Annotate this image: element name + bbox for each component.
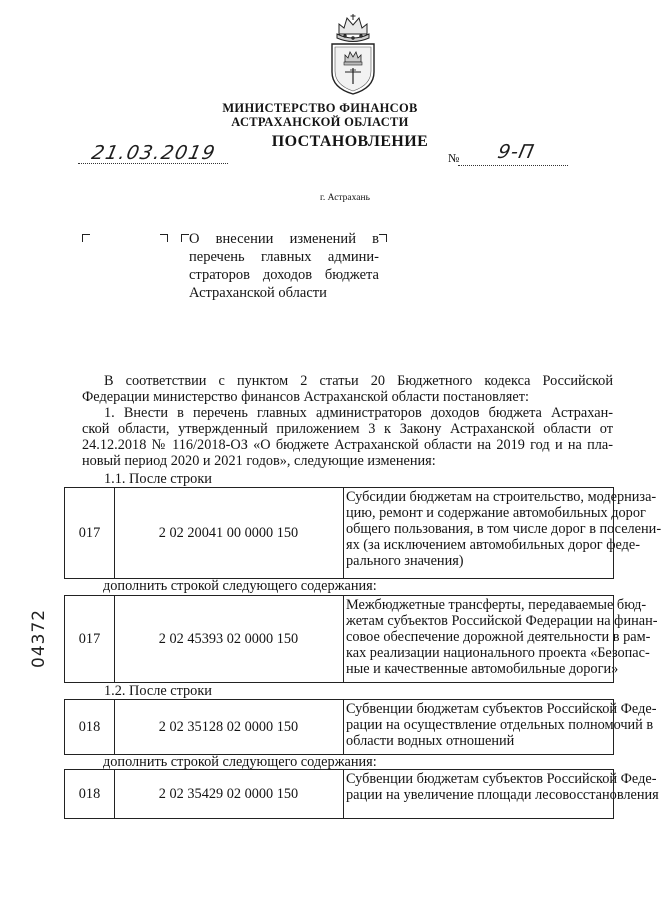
income-table-row [64,769,659,819]
admin-code-cell: 018 [65,770,115,818]
add-row-instruction: дополнить строкой следующего содержания: [103,578,377,594]
description-line: ные и качественные автомобильные дороги» [346,661,619,677]
crown-icon [337,14,369,42]
description-line: Субвенции бюджетам субъектов Российской Феде- [346,771,657,787]
body-line: 1. Внести в перечень главных администраторов доходов бюджета Астрахан- [104,405,613,421]
body-line: В соответствии с пунктом 2 статьи 20 Бюджетного кодекса Российской [104,373,613,389]
subject-line: Астраханской области [189,285,327,301]
income-code-cell: 2 02 45393 02 0000 150 [114,596,344,682]
description-line: ях (за исключением автомобильных дорог феде- [346,537,641,553]
description-line: Субвенции бюджетам субъектов Российской Феде- [346,701,657,717]
income-description-cell [344,488,661,569]
shield-icon [332,44,374,94]
decree-date: 21.03.2019 [89,142,219,164]
ministry-name-line2: АСТРАХАНСКОЙ ОБЛАСТИ [231,115,409,129]
subject-line: страторов доходов бюджета [189,267,379,283]
ministry-name-line1: МИНИСТЕРСТВО ФИНАНСОВ [222,101,418,115]
description-line: рации на осуществление отдельных полномочий в [346,717,654,733]
description-line: жетам субъектов Российской Федерации на финан- [346,613,658,629]
admin-code-cell: 018 [65,700,115,754]
income-description-cell [344,700,657,749]
decree-subject [189,230,379,302]
description-line: общего пользования, в том числе дорог в поселени- [346,521,661,537]
income-code-cell: 2 02 35128 02 0000 150 [114,700,344,754]
description-line: ках реализации национального проекта «Безопас- [346,645,650,661]
description-line: Субсидии бюджетам на строительство, модерниза- [346,489,657,505]
corner-bracket-icon [181,234,189,242]
income-code-cell: 2 02 20041 00 0000 150 [114,488,344,578]
corner-bracket-icon [82,234,90,242]
document-type-title: ПОСТАНОВЛЕНИЕ [271,133,429,150]
archive-stamp-number: 04372 [29,608,49,668]
description-line: совое обеспечение дорожной деятельности в рам- [346,629,651,645]
income-table-row [64,487,661,579]
corner-bracket-icon [379,234,387,242]
date-underline [78,163,228,164]
add-row-instruction: дополнить строкой следующего содержания: [103,754,377,770]
city-label: г. Астрахань [320,193,370,203]
corner-bracket-icon [160,234,168,242]
body-line: 24.12.2018 № 116/2018-ОЗ «О бюджете Астраханской области на 2019 год и на пла- [82,437,613,453]
description-line: цию, ремонт и содержание автомобильных дорог [346,505,646,521]
body-line: ской области, утвержденный приложением 3 к Закону Астраханской области от [82,421,613,437]
income-description-cell [344,596,658,677]
description-line: рации на увеличение площади лесовосстановления [346,787,659,803]
body-line: Федерации министерство финансов Астраханской области постановляет: [82,389,529,405]
income-table-row [64,699,657,755]
body-line: новый период 2020 и 2021 годов», следующие изменения: [82,453,436,469]
subject-line: перечень главных админи- [189,249,379,265]
income-description-cell [344,770,659,803]
description-line: Межбюджетные трансферты, передаваемые бюд- [346,597,647,613]
section-heading-1-2: 1.2. После строки [104,683,212,699]
admin-code-cell: 017 [65,488,115,578]
coat-of-arms-emblem [325,12,381,96]
number-sign: № [448,151,460,165]
section-heading-1-1: 1.1. После строки [104,471,212,487]
income-table-row [64,595,658,683]
description-line: рального значения) [346,553,464,569]
number-underline [458,165,568,166]
admin-code-cell: 017 [65,596,115,682]
description-line: области водных отношений [346,733,515,749]
decree-number: 9-П [495,141,537,163]
subject-line: О внесении изменений в [189,231,379,247]
income-code-cell: 2 02 35429 02 0000 150 [114,770,344,818]
